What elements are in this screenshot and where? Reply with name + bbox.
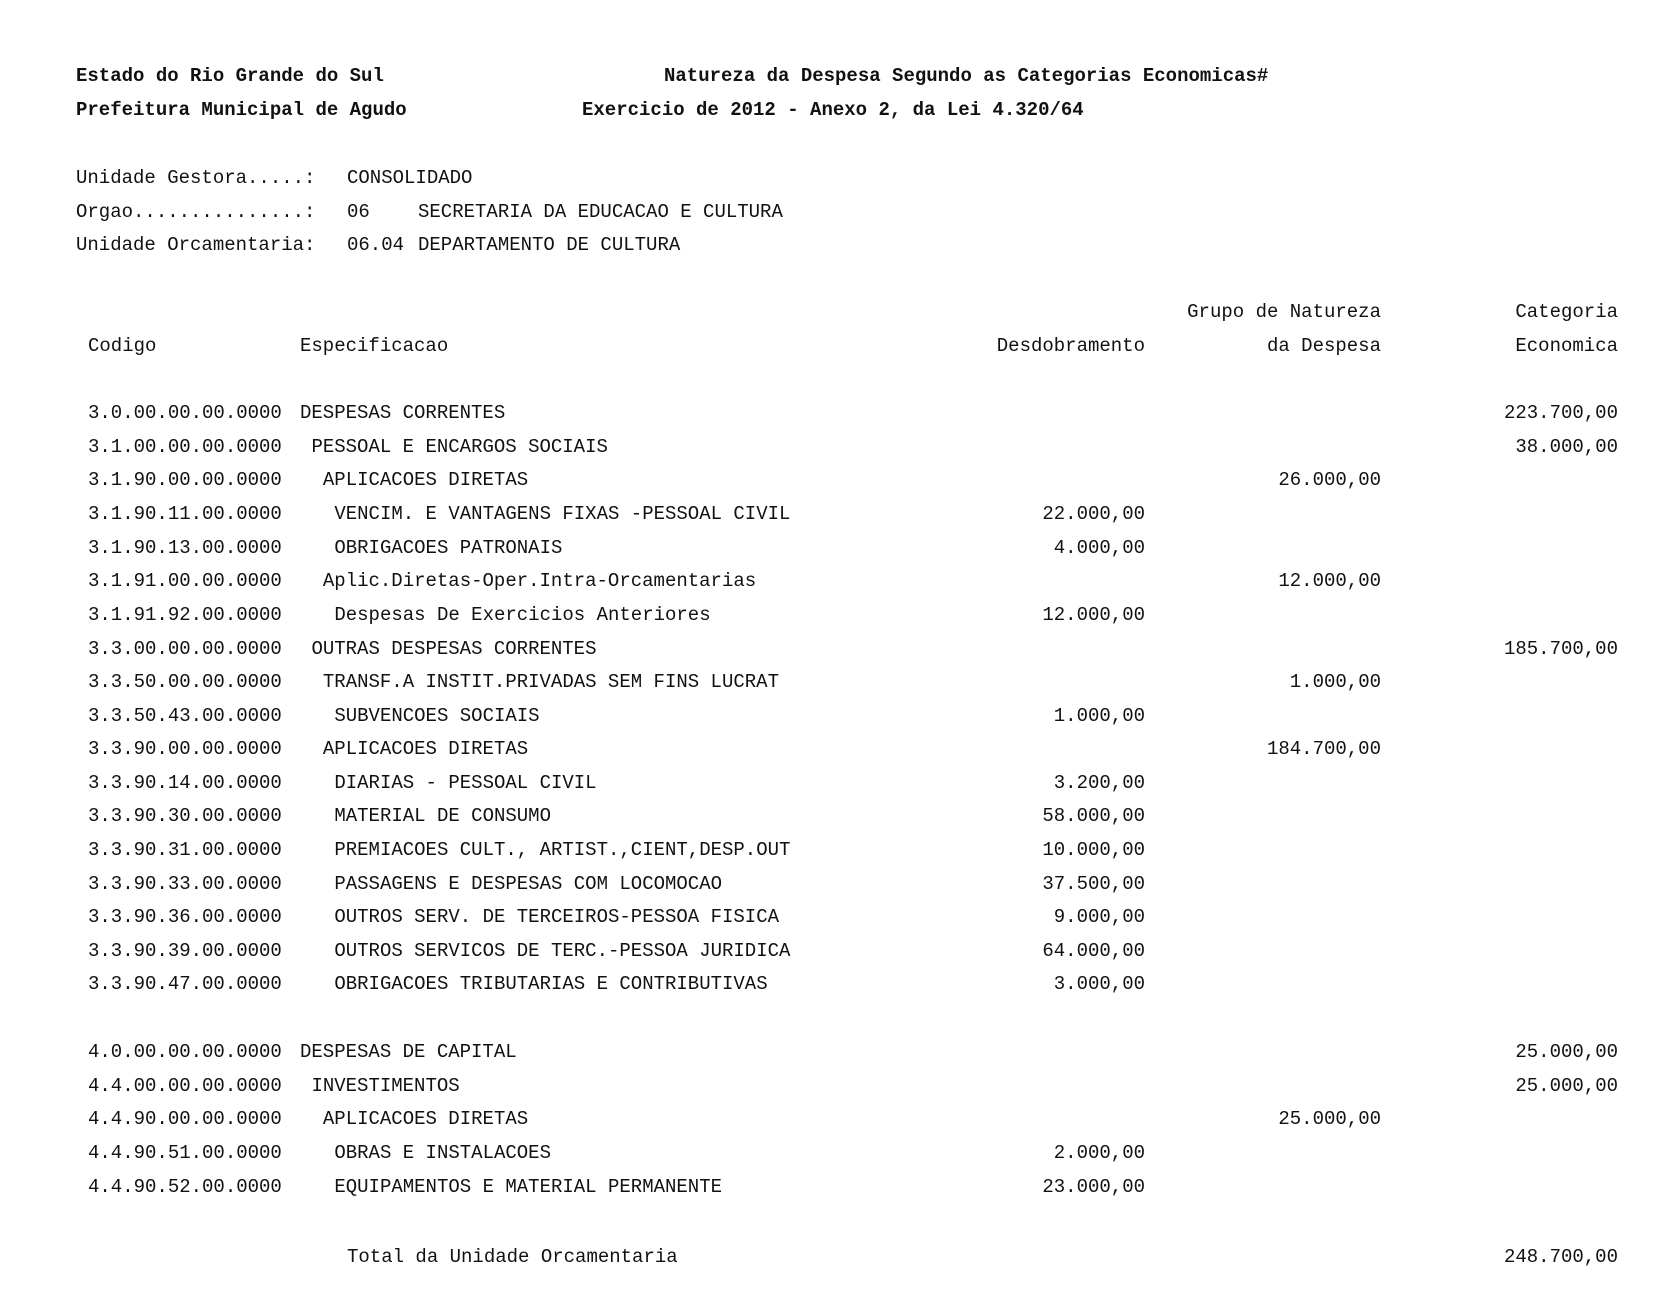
row-desdobramento: 9.000,00 xyxy=(1053,906,1145,928)
row-grupo-natureza: 12.000,00 xyxy=(1278,570,1381,592)
row-code: 3.3.90.39.00.0000 xyxy=(88,940,282,962)
row-description: DESPESAS CORRENTES xyxy=(300,402,506,424)
col-categoria-header-line2: Economica xyxy=(1515,335,1618,357)
row-description: MATERIAL DE CONSUMO xyxy=(334,805,551,827)
report-title: Natureza da Despesa Segundo as Categorias Economicas# xyxy=(664,65,1269,87)
row-desdobramento: 4.000,00 xyxy=(1053,537,1145,559)
row-description: DIARIAS - PESSOAL CIVIL xyxy=(334,772,597,794)
row-description: SUBVENCOES SOCIAIS xyxy=(334,705,540,727)
report-subtitle: Exercicio de 2012 - Anexo 2, da Lei 4.320/64 xyxy=(582,99,1084,121)
row-desdobramento: 58.000,00 xyxy=(1042,805,1145,827)
row-description: DESPESAS DE CAPITAL xyxy=(300,1041,517,1063)
row-code: 3.1.91.92.00.0000 xyxy=(88,604,282,626)
row-code: 3.3.00.00.00.0000 xyxy=(88,638,282,660)
row-description: OUTRAS DESPESAS CORRENTES xyxy=(311,638,597,660)
col-grupo-header-line2: da Despesa xyxy=(1266,335,1381,357)
row-code: 3.1.91.00.00.0000 xyxy=(88,570,282,592)
row-desdobramento: 22.000,00 xyxy=(1042,503,1145,525)
row-categoria-economica: 25.000,00 xyxy=(1515,1075,1618,1097)
row-description: Despesas De Exercicios Anteriores xyxy=(334,604,711,626)
row-code: 3.1.90.13.00.0000 xyxy=(88,537,282,559)
row-code: 4.4.90.00.00.0000 xyxy=(88,1108,282,1130)
row-code: 3.0.00.00.00.0000 xyxy=(88,402,282,424)
row-description: APLICACOES DIRETAS xyxy=(322,1108,529,1130)
state-name: Estado do Rio Grande do Sul xyxy=(76,65,384,87)
row-description: OUTROS SERVICOS DE TERC.-PESSOA JURIDICA xyxy=(334,940,791,962)
row-description: PESSOAL E ENCARGOS SOCIAIS xyxy=(311,436,608,458)
row-desdobramento: 23.000,00 xyxy=(1042,1176,1145,1198)
unidade-gestora-value: CONSOLIDADO xyxy=(347,167,473,189)
row-description: OUTROS SERV. DE TERCEIROS-PESSOA FISICA xyxy=(334,906,780,928)
row-code: 3.3.90.31.00.0000 xyxy=(88,839,282,861)
row-description: PREMIACOES CULT., ARTIST.,CIENT,DESP.OUT xyxy=(334,839,791,861)
col-desdobramento-header: Desdobramento xyxy=(996,335,1145,357)
city-name: Prefeitura Municipal de Agudo xyxy=(76,99,407,121)
unidade-gestora-label: Unidade Gestora.....: xyxy=(76,167,316,189)
row-code: 3.3.90.30.00.0000 xyxy=(88,805,282,827)
row-description: TRANSF.A INSTIT.PRIVADAS SEM FINS LUCRAT xyxy=(322,671,779,693)
col-categoria-header-line1: Categoria xyxy=(1515,301,1618,323)
row-description: APLICACOES DIRETAS xyxy=(322,469,529,491)
row-desdobramento: 3.200,00 xyxy=(1053,772,1145,794)
row-desdobramento: 3.000,00 xyxy=(1053,973,1145,995)
row-desdobramento: 10.000,00 xyxy=(1042,839,1145,861)
row-description: OBRAS E INSTALACOES xyxy=(334,1142,551,1164)
row-desdobramento: 12.000,00 xyxy=(1042,604,1145,626)
orgao-name: SECRETARIA DA EDUCACAO E CULTURA xyxy=(418,201,783,223)
row-desdobramento: 37.500,00 xyxy=(1042,873,1145,895)
unidade-orcamentaria-name: DEPARTAMENTO DE CULTURA xyxy=(418,234,681,256)
row-description: OBRIGACOES TRIBUTARIAS E CONTRIBUTIVAS xyxy=(334,973,768,995)
col-grupo-header-line1: Grupo de Natureza xyxy=(1187,301,1381,323)
row-description: VENCIM. E VANTAGENS FIXAS -PESSOAL CIVIL xyxy=(334,503,791,525)
row-code: 3.3.90.00.00.0000 xyxy=(88,738,282,760)
row-code: 4.0.00.00.00.0000 xyxy=(88,1041,282,1063)
row-code: 3.3.90.36.00.0000 xyxy=(88,906,282,928)
col-codigo-header: Codigo xyxy=(88,335,157,357)
row-code: 3.3.90.33.00.0000 xyxy=(88,873,282,895)
row-grupo-natureza: 1.000,00 xyxy=(1289,671,1381,693)
row-description: EQUIPAMENTOS E MATERIAL PERMANENTE xyxy=(334,1176,723,1198)
row-description: OBRIGACOES PATRONAIS xyxy=(334,537,563,559)
row-code: 3.3.90.47.00.0000 xyxy=(88,973,282,995)
row-description: INVESTIMENTOS xyxy=(311,1075,460,1097)
row-categoria-economica: 25.000,00 xyxy=(1515,1041,1618,1063)
row-categoria-economica: 38.000,00 xyxy=(1515,436,1618,458)
row-desdobramento: 64.000,00 xyxy=(1042,940,1145,962)
total-label: Total da Unidade Orcamentaria xyxy=(347,1246,678,1268)
row-description: Aplic.Diretas-Oper.Intra-Orcamentarias xyxy=(322,570,757,592)
row-grupo-natureza: 184.700,00 xyxy=(1266,738,1381,760)
orgao-code: 06 xyxy=(347,201,370,223)
unidade-orcamentaria-label: Unidade Orcamentaria: xyxy=(76,234,316,256)
row-code: 3.1.90.11.00.0000 xyxy=(88,503,282,525)
row-code: 3.3.90.14.00.0000 xyxy=(88,772,282,794)
unidade-orcamentaria-code: 06.04 xyxy=(347,234,405,256)
row-code: 4.4.90.51.00.0000 xyxy=(88,1142,282,1164)
row-code: 3.3.50.00.00.0000 xyxy=(88,671,282,693)
total-value: 248.700,00 xyxy=(1503,1246,1618,1268)
row-code: 3.1.90.00.00.0000 xyxy=(88,469,282,491)
row-grupo-natureza: 25.000,00 xyxy=(1278,1108,1381,1130)
row-code: 3.1.00.00.00.0000 xyxy=(88,436,282,458)
row-code: 4.4.00.00.00.0000 xyxy=(88,1075,282,1097)
row-description: APLICACOES DIRETAS xyxy=(322,738,529,760)
row-desdobramento: 2.000,00 xyxy=(1053,1142,1145,1164)
row-categoria-economica: 185.700,00 xyxy=(1503,638,1618,660)
col-especificacao-header: Especificacao xyxy=(300,335,449,357)
row-code: 3.3.50.43.00.0000 xyxy=(88,705,282,727)
row-grupo-natureza: 26.000,00 xyxy=(1278,469,1381,491)
orgao-label: Orgao...............: xyxy=(76,201,316,223)
row-desdobramento: 1.000,00 xyxy=(1053,705,1145,727)
row-code: 4.4.90.52.00.0000 xyxy=(88,1176,282,1198)
row-categoria-economica: 223.700,00 xyxy=(1503,402,1618,424)
row-description: PASSAGENS E DESPESAS COM LOCOMOCAO xyxy=(334,873,723,895)
